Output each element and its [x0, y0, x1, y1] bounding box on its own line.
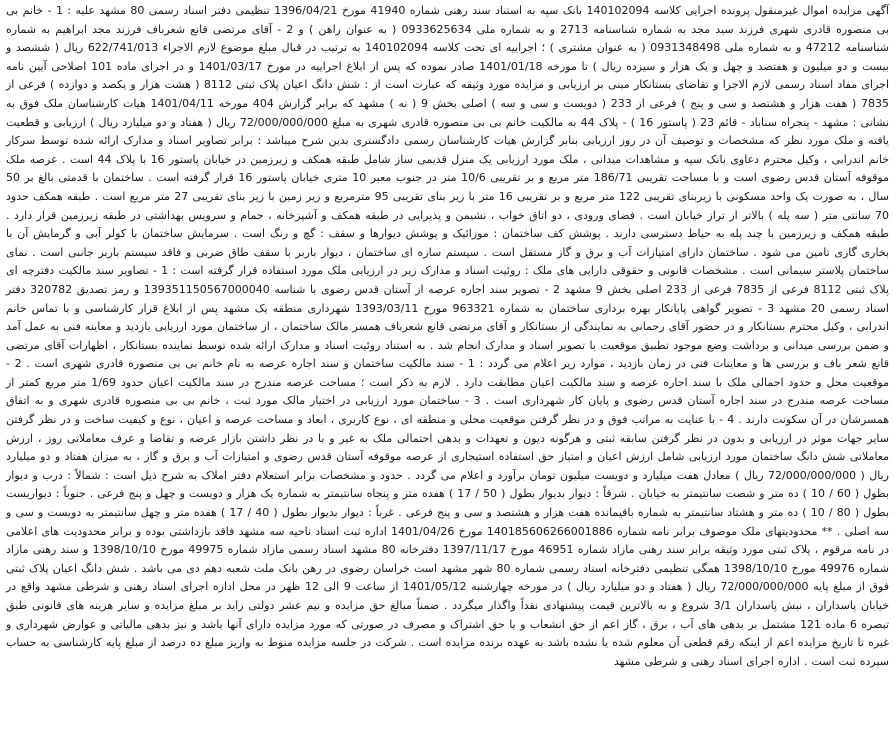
notice-body-text: آگهی مزایده اموال غیرمنقول پرونده اجرایی کلاسه 140102094 بانک سپه به استناد سند رهنی شماره 41940 مورخ 1396/04/21 تنظیمی دفتر اسناد رسمی 80 مشهد علیه : 1 - خانم بی بی منصوره قادری شهری فرزند سید مجد به شماره شناسنامه 2713 و به شماره ملی 0933625634 ( به عنوان راهن ) و 2 - آقای مرتضی قانع شعرباف فرزند مجد ابراهیم به شماره شناسنامه 47212 و به شماره ملی 0931348498 ( به عنوان مشتری ) ؛ اجراییه ای تحت کلاسه 140102094 به ترتیب در قبال مبلغ موضوع لازم الاجراء 622/741/013 ریال ( ششصد و بیست و دو میلیون و هفتصد و چهل و یک هزار و سیزده ریال ) تا مورخه 1401/01/18 صادر نموده که پس از ابلاغ اجراییه در مورخ 1401/03/17 و در اجرای ماده 101 اصلاحی آیین نامه اجرای مفاد اسناد رسمی لازم الاجرا و تقاضای بستانکار مبنی بر ارزیابی و مزایده مورد وثیقه که عبارت است از : شش دانگ اعیان پلاک ثبتی 8112 ( هشت هزار و یکصد و دوازده ) فرعی از 7835 ( هفت هزار و هشتصد و سی و پنج ) فرعی از 233 ( دویست و سی و سه ) اصلی بخش 9 ( نه ) مشهد که برابر گزارش 404 مورخه 1401/04/11 هیات کارشناسان ملک فوق به نشانی : مشهد - پنجراه سناباد - قائم 23 ( پاستور 16 ) - پلاک 44 به مالکیت خانم بی بی منصوره قادری شهری به مبلغ 72/000/000/000 ریال ( هفتاد و دو میلیارد ریال ) ارزیابی و قطعیت یافته و ملک مورد نظر که مشخصات و توصیف آن در روز ارزیابی بنابر گزارش هیات کارشناسان رسمی دادگستری بدین شرح میباشد : برابر تصاویر اسناد و مدارک ارائه شده توسط سرکار خانم اندرابی ، وکیل محترم دعاوی بانک سپه و مشاهدات میدانی ، ملک مورد ارزیابی یک منزل قدیمی ساز شامل طبقه همکف و زیرزمین در خیابان پاستور 16 با پلاک 44 است . عرصه ملک موقوفه آستان قدس رضوی است و با مساحت تقریبی 186/71 متر مربع و بر تقریبی 10/6 متر در جنوب معبر 10 متری خیابان پاستور 16 قرار گرفته است . ساختمان با قدمتی بالغ بر 50 سال ، به صورت یک واحد مسکونی با زیربنای تقریبی 122 متر مربع و بر تقریبی 16 متر با زیر بنای تقریبی 95 مترمربع و زیر زمین با زیر بنای تقریبی 27 متر مربع است . طبقه همکف حدود 70 سانتی متر ( سه پله ) بالاتر از تراز خیابان است . فضای ورودی ، دو اتاق خواب ، نشیمن و پذیرایی در طبقه همکف و آشپزخانه ، حمام و سرویس بهداشتی در طبقه زیرزمین قرار دارد . طبقه همکف و زیرزمین با چند پله به حیاط دسترسی دارند . پوشش کف ساختمان : موزائیک و پوشش دیوارها و سقف : گچ و رنگ است . سرمایش ساختمان با کولر آبی و گرمایش آن با بخاری گازی تامین می شود . ساختمان دارای امتیازات آب و برق و گاز مستقل است . سیستم سازه ای ساختمان ، دیوار باربر با سقف طاق ضربی و فاقد سیستم باربر جانبی است . نمای ساختمان پلاستر سیمانی است . مشخصات قانونی و حقوقی دارایی های ملک : روئیت اسناد و مدارک زیر در ارزیابی ملک مورد استفاده قرار گرفته است : 1 - تصاویر سند مالکیت دفترچه ای پلاک ثبتی 8112 فرعی از 7835 فرعی از 233 اصلی بخش 9 مشهد 2 - تصویر سند اجاره عرصه از آستان قدس رضوی با شناسه 13935115056700004​0 و رمز تصدیق 320782 دفتر اسناد رسمی 20 مشهد 3 - تصویر گواهی پایانکار بهره برداری ساختمان به شماره 963321 مورخ 1393/03/11 شهرداری منطقه یک مشهد پس از ابلاغ قرار کارشناسی و با تماس خانم اندرابی ، وکیل محترم بستانکار و در حضور آقای رحمانی به نمایندگی از بستانکار و آقای مرتضی قانع شعرباف همسر مالک ساختمان ، از ساختمان مورد ارزیابی بازدید و معاینه فنی به عمل آمد و ضمن بررسی میدانی و برداشت وضع موجود تطبیق موقعیت با تصویر اسناد و مدارک انجام شد . به استناد روئیت اسناد و مدارک ارائه شده توسط نماینده بستانکار ، اظهارات آقای مرتضی قانع شعر باف و بررسی ها و معاینات فنی در زمان بازدید ، موارد زیر اعلام می گردد : 1 - سند مالکیت ساختمان و سند اجاره عرصه به نام خانم بی بی منصوره قادری شهری است . 2 - موقعیت محل و حدود اجمالی ملک با سند اجاره عرصه و سند مالکیت اعیان مطابقت دارد . لازم به ذکر است ؛ مساحت عرصه مندرج در سند مالکیت اعیان حدود 1/69 متر مربع کمتر از مساحت عرصه مندرج در سند اجاره آستان قدس رضوی و پایان کار شهرداری است . 3 - ساختمان مورد ارزیابی در اختیار مالک مورد ثبت ، خانم بی بی منصوره قادری شهری و به اتفاق همسرشان در آن سکونت دارند . 4 - با عنایت به مراتب فوق و در نظر گرفتن موقعیت محلی و منطقه ای ، نوع کاربری ، ابعاد و مساحت عرصه و اعیان ، نوع و کیفیت ساخت و در نظر گرفتن سایر جهات موثر در ارزیابی و بدون در نظر گرفتن سابقه ثبتی و هرگونه دیون و تعهدات و بدهی احتمالی ملک به غیر و با در نظر داشتن بازار عرضه و تقاضا و عرف معاملاتی روز ، ارزش معاملاتی شش دانگ ساختمان مورد ارزیابی شامل ارزش اعیان و امتیاز حق استفاده استیجاری از عرصه موقوفه آستان قدس رضوی و امتیازات آب و برق و گاز ، به میزان هفتاد و دو میلیارد ریال ( 72/000/000/000 ریال ) معادل هفت میلیارد و دویست میلیون تومان برآورد و اعلام می گردد . حدود و مشخصات برابر استعلام دفتر املاک به شرح ذیل است : شمالاً : درب و دیوار بطول ( 60 / 10 ) ده متر و شصت سانتیمتر به خیابان . شرقاً : دیوار بدیوار بطول ( 50 / 17 ) هفده متر و پنجاه سانتیمتر به شماره یک هزار و دویست و چهل و پنج فرعی . جنوباً : دیواریست بطول ( 80 / 10 ) ده متر و هشتاد سانتیمتر به شماره باقیمانده هفت هزار و هشتصد و سی و پنج فرعی . غرباً : دیوار بدیوار بطول ( 40 / 17 ) هفده متر و چهل سانتیمتر به دویست و سی و سه اصلی . ** محدودیتهای ملک موصوف برابر نامه شماره 140185606266001886 مورخ 1401/04/26 اداره ثبت اسناد ناحیه سه مشهد فاقد بازداشتی بوده و برابر محدودیت های اعلامی در نامه مرقوم ، پلاک ثبتی مورد وثیقه برابر سند رهنی مازاد شماره 46951 مورخ 1397/11/17 دفترخانه 80 مشهد اسناد رسمی مازاد شماره 49975 مورخ 1398/10/10 و سند رهنی مازاد شماره 49976 مورخ 1398/10/10 همگی تنظیمی دفترخانه اسناد رسمی شماره 80 شهر مشهد است خراسان رضوی در رهن بانک ملت شعبه دهم دی می باشد . شش دانگ اعیان پلاک ثبتی فوق از مبلغ پایه 72/000/000/000 ریال ( هفتاد و دو میلیارد ریال ) در مورخه چهارشنبه 1401/05/12 از ساعت 9 الی 12 ظهر در محل اداره اجرای اسناد رهنی و شرطی مشهد واقع در خیابان پاسداران ، نبش پاسداران 3/1 شروع و به بالاترین قیمت پیشنهادی نقداً واگذار میگردد . ضمناً مبالغ حق مزایده و نیم عشر دولتی زاید بر مبلغ مزایده و سایر هزینه های قانونی طبق تبصره 6 ماده 121 مشتمل بر بدهی های آب ، برق ، گاز اعم از حق انشعاب و یا حق اشتراک و مصرف در صورتی که مورد مزایده دارای آنها باشد و نیز بدهی مالیاتی و عوارض شهرداری و غیره تا تاریخ مزایده اعم از اینکه رقم قطعی آن معلوم شده یا نشده باشد به عهده برنده مزایده است . شرکت در جلسه مزایده منوط به واریز مبلغ ده درصد از مبلغ پایه کارشناسی به حساب سپرده ثبت است . اداره اجرای اسناد رهنی و شرطی مشهد: [6, 4, 890, 668]
